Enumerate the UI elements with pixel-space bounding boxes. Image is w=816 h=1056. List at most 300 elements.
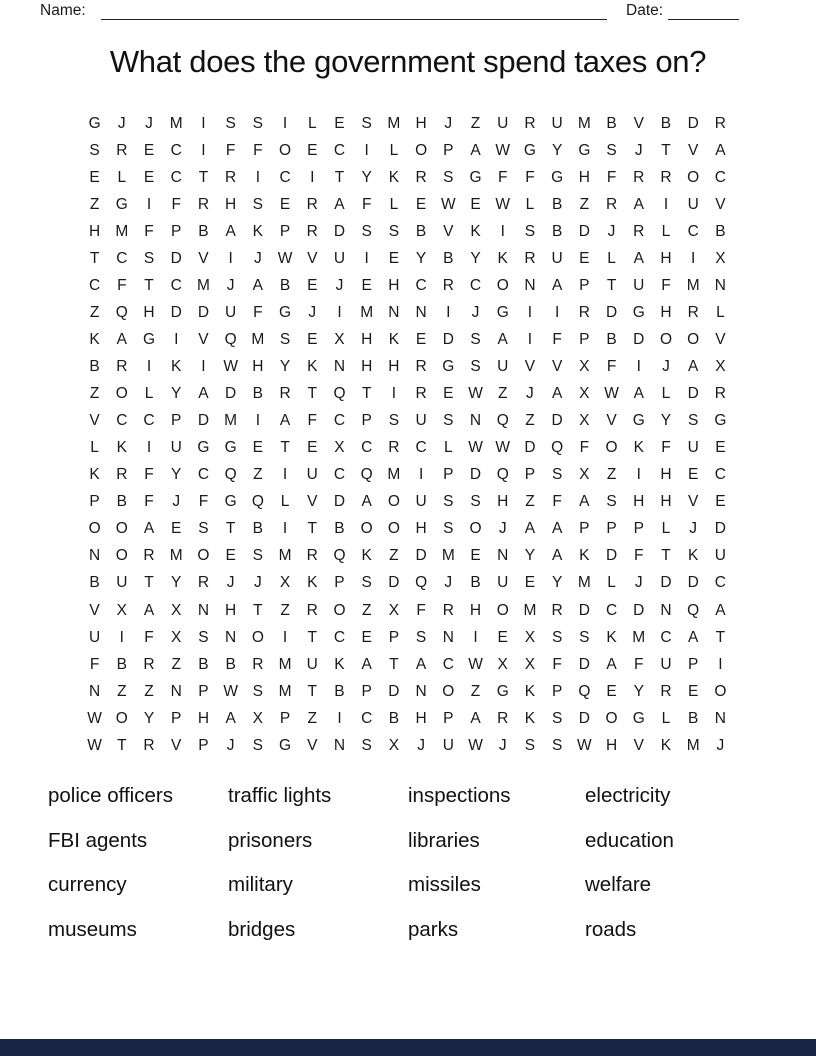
grid-letter: W: [87, 709, 102, 727]
grid-letter: M: [278, 655, 292, 673]
grid-letter: X: [171, 628, 182, 646]
grid-letter: H: [415, 520, 427, 538]
grid-letter: R: [279, 385, 291, 403]
grid-letter: A: [524, 520, 536, 538]
grid-letter: O: [687, 168, 700, 186]
grid-letter: U: [714, 547, 726, 565]
grid-letter: A: [579, 493, 590, 511]
grid-letter: F: [144, 466, 154, 484]
grid-letter: D: [687, 114, 699, 132]
grid-letter: F: [361, 195, 372, 213]
grid-letter: F: [497, 168, 508, 186]
grid-letter: P: [361, 682, 372, 700]
grid-letter: K: [307, 574, 318, 592]
grid-letter: D: [388, 574, 400, 592]
grid-letter: S: [361, 574, 372, 592]
grid-letter: O: [415, 141, 428, 159]
word-bank-item: traffic lights: [228, 784, 332, 808]
grid-letter: V: [307, 493, 318, 511]
grid-letter: N: [333, 358, 346, 376]
grid-letter: F: [253, 304, 263, 322]
grid-letter: H: [388, 277, 400, 294]
grid-letter: S: [470, 493, 481, 511]
grid-letter: E: [361, 277, 372, 294]
grid-letter: M: [360, 304, 374, 322]
grid-letter: I: [527, 304, 533, 322]
grid-letter: R: [306, 222, 318, 240]
grid-letter: A: [715, 601, 726, 619]
word-bank-item: welfare: [585, 873, 652, 897]
grid-letter: E: [252, 439, 264, 457]
grid-letter: P: [579, 520, 590, 538]
grid-letter: S: [252, 736, 264, 754]
grid-letter: B: [89, 358, 100, 376]
grid-letter: S: [225, 114, 236, 132]
grid-letter: A: [551, 520, 563, 538]
page-title: What does the government spend taxes on?: [109, 44, 707, 79]
grid-letter: T: [661, 141, 671, 159]
grid-letter: C: [714, 168, 726, 186]
grid-letter: X: [334, 331, 345, 349]
grid-letter: I: [282, 520, 288, 538]
grid-letter: K: [361, 547, 372, 565]
grid-letter: U: [116, 574, 128, 592]
grid-letter: Y: [524, 547, 536, 565]
grid-letter: X: [388, 601, 400, 619]
grid-letter: G: [469, 168, 482, 186]
grid-letter: F: [117, 277, 127, 294]
grid-letter: O: [115, 709, 128, 727]
grid-letter: E: [415, 331, 427, 349]
grid-letter: N: [197, 601, 210, 619]
grid-letter: D: [197, 412, 210, 430]
grid-letter: H: [578, 168, 590, 186]
word-bank-item: libraries: [408, 828, 480, 852]
word-bank-item: FBI agents: [48, 828, 148, 852]
grid-letter: E: [524, 574, 536, 592]
grid-letter: J: [253, 249, 262, 267]
grid-letter: M: [169, 547, 183, 565]
grid-letter: C: [469, 277, 482, 294]
grid-letter: S: [361, 736, 372, 754]
grid-letter: V: [89, 412, 100, 430]
grid-letter: D: [524, 439, 536, 457]
grid-letter: M: [686, 277, 700, 294]
grid-letter: L: [117, 168, 127, 186]
grid-letter: D: [633, 331, 645, 349]
grid-letter: Z: [470, 682, 481, 700]
grid-letter: O: [88, 520, 101, 538]
grid-letter: S: [443, 412, 454, 430]
grid-letter: B: [551, 195, 563, 213]
grid-letter: V: [715, 195, 726, 213]
grid-letter: I: [146, 358, 152, 376]
grid-letter: F: [579, 439, 590, 457]
word-search-grid: [81, 110, 734, 759]
grid-letter: U: [333, 249, 346, 267]
grid-letter: D: [551, 412, 563, 430]
grid-letter: X: [579, 466, 590, 484]
grid-letter: Y: [415, 249, 427, 267]
grid-letter: R: [524, 249, 536, 267]
grid-letter: N: [89, 547, 101, 565]
grid-letter: L: [661, 222, 671, 240]
grid-letter: S: [143, 249, 155, 267]
grid-letter: C: [89, 277, 101, 294]
grid-letter: U: [551, 249, 563, 267]
grid-letter: E: [715, 493, 726, 511]
grid-letter: J: [145, 114, 153, 132]
grid-letter: C: [442, 655, 454, 673]
grid-letter: D: [605, 547, 618, 565]
grid-letter: I: [282, 466, 288, 484]
grid-letter: Y: [279, 358, 291, 376]
grid-letter: K: [252, 222, 264, 240]
grid-letter: P: [443, 466, 454, 484]
grid-letter: X: [579, 385, 590, 403]
grid-letter: S: [551, 709, 563, 727]
grid-letter: C: [197, 466, 210, 484]
grid-letter: V: [307, 736, 318, 754]
grid-letter: B: [198, 655, 209, 673]
grid-letter: B: [606, 114, 617, 132]
grid-letter: X: [715, 249, 726, 267]
grid-letter: S: [198, 628, 209, 646]
grid-letter: F: [552, 493, 562, 511]
grid-letter: E: [143, 141, 155, 159]
grid-letter: E: [688, 682, 699, 700]
grid-letter: Z: [171, 655, 181, 673]
grid-letter: L: [661, 520, 671, 538]
grid-letter: X: [715, 358, 726, 376]
grid-letter: Y: [633, 682, 644, 700]
grid-letter: I: [554, 304, 560, 322]
grid-letter: S: [252, 195, 264, 213]
grid-letter: E: [443, 385, 454, 403]
grid-letter: J: [689, 520, 698, 538]
grid-letter: X: [497, 655, 508, 673]
grid-letter: R: [442, 277, 454, 294]
grid-letter: L: [525, 195, 535, 213]
word-bank-item: bridges: [228, 918, 296, 942]
grid-letter: N: [89, 682, 101, 700]
grid-letter: A: [633, 385, 644, 403]
grid-letter: Z: [606, 466, 617, 484]
grid-letter: T: [117, 736, 127, 754]
grid-letter: H: [89, 222, 101, 240]
grid-letter: B: [116, 493, 127, 511]
grid-letter: K: [579, 547, 590, 565]
grid-letter: W: [468, 655, 483, 673]
grid-letter: I: [228, 249, 233, 267]
grid-letter: A: [279, 412, 291, 430]
grid-letter: P: [279, 222, 291, 240]
grid-letter: U: [687, 439, 699, 457]
grid-letter: H: [660, 249, 672, 267]
grid-letter: O: [469, 520, 482, 538]
grid-letter: I: [146, 195, 152, 213]
grid-letter: X: [116, 601, 127, 619]
grid-letter: S: [388, 412, 400, 430]
grid-letter: D: [225, 385, 237, 403]
grid-letter: F: [225, 141, 236, 159]
grid-letter: R: [415, 358, 427, 376]
grid-letter: P: [606, 520, 617, 538]
grid-letter: X: [279, 574, 291, 592]
grid-letter: A: [470, 709, 481, 727]
grid-letter: Q: [496, 466, 509, 484]
grid-letter: G: [578, 141, 591, 159]
grid-letter: U: [415, 493, 427, 511]
grid-letter: R: [225, 168, 237, 186]
grid-letter: J: [308, 304, 317, 322]
grid-letter: E: [307, 277, 318, 294]
grid-letter: I: [663, 195, 669, 213]
grid-letter: D: [633, 601, 645, 619]
grid-letter: I: [146, 439, 152, 457]
grid-letter: R: [197, 574, 210, 592]
grid-letter: O: [496, 277, 509, 294]
grid-letter: R: [415, 168, 427, 186]
grid-letter: R: [143, 736, 155, 754]
grid-letter: E: [143, 168, 155, 186]
grid-letter: A: [551, 277, 563, 294]
grid-letter: V: [633, 736, 644, 754]
grid-letter: H: [252, 358, 264, 376]
grid-letter: P: [388, 628, 400, 646]
grid-letter: I: [473, 628, 478, 646]
grid-letter: J: [335, 277, 344, 294]
grid-letter: Y: [143, 709, 155, 727]
grid-letter: V: [171, 736, 182, 754]
word-bank-item: inspections: [408, 784, 511, 808]
grid-letter: V: [198, 331, 209, 349]
grid-letter: K: [89, 331, 100, 349]
grid-letter: O: [360, 520, 373, 538]
grid-letter: V: [715, 331, 726, 349]
grid-letter: Z: [525, 493, 535, 511]
grid-letter: V: [89, 601, 100, 619]
grid-letter: A: [143, 520, 155, 538]
grid-letter: E: [579, 249, 590, 267]
grid-letter: O: [714, 682, 727, 700]
grid-letter: D: [442, 331, 454, 349]
grid-letter: V: [551, 358, 563, 376]
grid-letter: B: [715, 222, 726, 240]
grid-letter: J: [172, 493, 181, 511]
grid-letter: A: [497, 331, 508, 349]
grid-letter: Y: [660, 412, 672, 430]
grid-letter: P: [551, 682, 563, 700]
grid-letter: U: [497, 114, 509, 132]
grid-letter: P: [89, 493, 100, 511]
grid-letter: V: [443, 222, 454, 240]
word-bank-item: electricity: [585, 784, 671, 808]
grid-letter: O: [387, 520, 400, 538]
grid-letter: T: [389, 655, 399, 673]
grid-letter: J: [607, 222, 616, 240]
grid-letter: N: [388, 304, 400, 322]
grid-letter: K: [388, 331, 400, 349]
grid-letter: A: [143, 601, 155, 619]
grid-letter: H: [361, 358, 373, 376]
grid-letter: P: [633, 520, 644, 538]
grid-letter: W: [495, 439, 511, 457]
word-bank-item: missiles: [408, 873, 481, 897]
grid-letter: S: [279, 331, 291, 349]
grid-letter: R: [306, 547, 318, 565]
grid-letter: D: [469, 466, 482, 484]
grid-letter: S: [415, 628, 427, 646]
grid-letter: G: [224, 439, 237, 457]
grid-letter: A: [470, 141, 481, 159]
grid-letter: T: [225, 520, 236, 538]
grid-letter: Y: [551, 141, 563, 159]
grid-letter: W: [604, 385, 619, 403]
grid-letter: I: [310, 168, 315, 186]
grid-letter: D: [660, 574, 672, 592]
grid-letter: T: [361, 385, 372, 403]
grid-letter: P: [688, 655, 699, 673]
grid-letter: N: [714, 277, 726, 294]
grid-letter: K: [606, 628, 617, 646]
grid-letter: I: [527, 331, 533, 349]
grid-letter: S: [551, 466, 563, 484]
grid-letter: S: [388, 222, 400, 240]
grid-letter: D: [333, 493, 346, 511]
grid-letter: G: [551, 168, 564, 186]
grid-letter: I: [282, 114, 288, 132]
grid-letter: B: [606, 331, 617, 349]
grid-letter: O: [659, 331, 672, 349]
grid-letter: H: [143, 304, 155, 322]
grid-letter: D: [714, 520, 726, 538]
grid-letter: O: [605, 439, 618, 457]
grid-letter: M: [278, 547, 292, 565]
grid-letter: A: [688, 628, 699, 646]
grid-letter: R: [143, 547, 155, 565]
grid-letter: C: [361, 709, 373, 727]
grid-letter: I: [391, 385, 397, 403]
grid-letter: V: [198, 249, 209, 267]
grid-letter: I: [636, 466, 641, 484]
grid-letter: R: [306, 601, 318, 619]
grid-letter: S: [524, 222, 536, 240]
grid-letter: T: [715, 628, 726, 646]
grid-letter: Z: [89, 304, 100, 322]
grid-letter: E: [415, 195, 427, 213]
grid-letter: E: [361, 628, 372, 646]
grid-letter: R: [497, 709, 509, 727]
grid-letter: Z: [497, 385, 508, 403]
grid-letter: E: [388, 249, 400, 267]
grid-letter: U: [225, 304, 237, 322]
grid-letter: F: [144, 628, 154, 646]
grid-letter: U: [497, 358, 509, 376]
grid-letter: S: [443, 520, 454, 538]
grid-letter: E: [470, 547, 481, 565]
grid-letter: C: [170, 277, 182, 294]
grid-letter: J: [634, 574, 643, 592]
grid-letter: X: [171, 601, 182, 619]
grid-letter: G: [632, 412, 645, 430]
grid-letter: D: [578, 655, 590, 673]
grid-letter: T: [307, 520, 317, 538]
grid-letter: E: [497, 628, 508, 646]
grid-letter: F: [634, 547, 644, 565]
grid-letter: X: [579, 412, 590, 430]
grid-letter: I: [364, 249, 369, 267]
grid-letter: D: [388, 682, 400, 700]
grid-letter: X: [524, 655, 536, 673]
grid-letter: F: [144, 493, 154, 511]
grid-letter: F: [89, 655, 100, 673]
grid-letter: W: [223, 682, 238, 700]
grid-letter: D: [687, 574, 699, 592]
grid-letter: R: [633, 168, 645, 186]
grid-letter: F: [144, 222, 154, 240]
grid-letter: E: [307, 331, 318, 349]
grid-letter: J: [498, 520, 507, 538]
grid-letter: J: [716, 736, 725, 754]
grid-letter: P: [171, 222, 182, 240]
grid-letter: B: [252, 520, 264, 538]
grid-letter: C: [361, 439, 373, 457]
grid-letter: B: [551, 222, 563, 240]
word-bank-item: military: [228, 873, 293, 897]
grid-letter: R: [143, 655, 155, 673]
footer-bar: [0, 1039, 816, 1056]
grid-letter: M: [169, 114, 183, 132]
grid-letter: D: [197, 304, 210, 322]
word-bank-item: currency: [48, 873, 127, 897]
grid-letter: B: [688, 709, 699, 727]
grid-letter: H: [225, 195, 237, 213]
grid-letter: K: [660, 736, 672, 754]
grid-letter: Q: [115, 304, 128, 322]
grid-letter: R: [415, 385, 427, 403]
grid-letter: M: [387, 114, 401, 132]
grid-letter: V: [633, 114, 644, 132]
grid-letter: G: [632, 304, 645, 322]
grid-letter: H: [497, 493, 509, 511]
grid-letter: Z: [89, 385, 100, 403]
word-bank-item: parks: [408, 918, 459, 942]
grid-letter: H: [388, 358, 400, 376]
grid-letter: I: [446, 304, 451, 322]
grid-letter: C: [415, 277, 427, 294]
grid-letter: C: [714, 574, 726, 592]
grid-letter: G: [88, 114, 101, 132]
grid-letter: U: [633, 277, 645, 294]
grid-letter: J: [253, 574, 262, 592]
grid-letter: W: [223, 358, 238, 376]
grid-letter: E: [334, 114, 345, 132]
grid-letter: I: [174, 331, 179, 349]
word-bank-item: education: [585, 828, 674, 852]
grid-letter: S: [361, 114, 372, 132]
grid-letter: R: [306, 195, 318, 213]
grid-letter: N: [524, 277, 536, 294]
grid-letter: C: [279, 168, 291, 186]
grid-letter: K: [470, 222, 481, 240]
grid-letter: A: [633, 195, 644, 213]
grid-letter: W: [577, 736, 592, 754]
grid-letter: D: [578, 709, 590, 727]
grid-letter: Z: [470, 114, 481, 132]
grid-letter: A: [198, 385, 209, 403]
grid-letter: V: [606, 412, 617, 430]
